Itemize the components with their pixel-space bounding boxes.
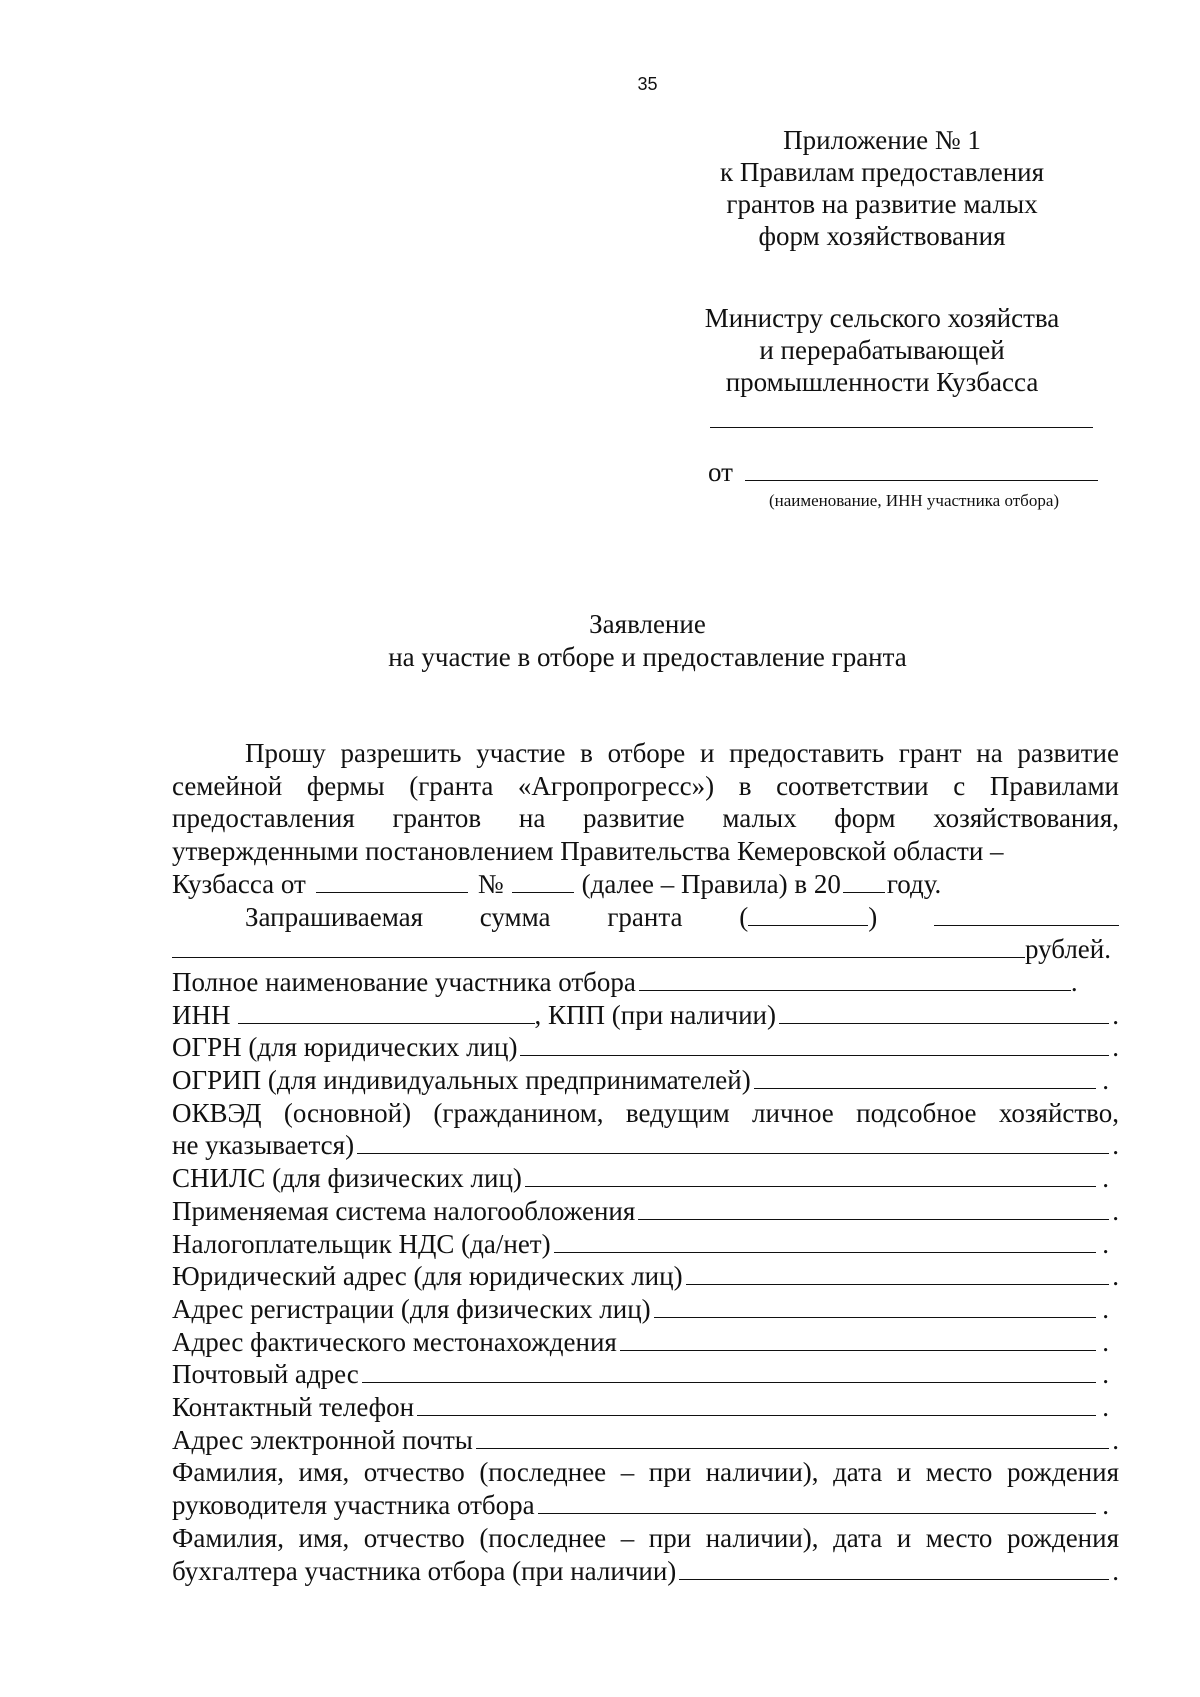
title-line: Заявление (589, 609, 706, 639)
ogrip-blank[interactable] (754, 1066, 1097, 1089)
field-vat-payer (172, 1228, 1119, 1261)
period: . (1112, 1424, 1119, 1455)
inn-blank[interactable] (238, 1001, 535, 1024)
sum-currency-row (172, 933, 1119, 966)
sum-row (172, 901, 1119, 934)
subtitle-line: на участие в отборе и предоставление гранта (388, 642, 907, 672)
period: . (1112, 1261, 1119, 1292)
field-head-label: Фамилия, имя, отчество (последнее – при наличии), дата и место рождения (172, 1457, 1119, 1488)
head-blank[interactable] (538, 1491, 1097, 1514)
currency-label: рублей. (1024, 934, 1111, 965)
close-paren: ) (868, 901, 878, 932)
email-blank[interactable] (476, 1426, 1109, 1449)
postal-address-blank[interactable] (362, 1360, 1096, 1383)
vat-payer-blank[interactable] (554, 1230, 1097, 1253)
appendix-reference (672, 124, 1092, 252)
sum-word: гранта (607, 901, 683, 932)
sum-word: сумма (479, 901, 551, 932)
decree-date-blank[interactable] (316, 870, 468, 893)
request-rules-label: (далее – Правила) в 20 (581, 868, 841, 899)
appendix-line: грантов на развитие малых (726, 189, 1038, 219)
field-snils (172, 1162, 1119, 1195)
field-label: ОГРН (для юридических лиц) (172, 1032, 518, 1063)
period: . (1112, 1130, 1119, 1161)
actual-address-blank[interactable] (620, 1328, 1096, 1351)
field-email (172, 1424, 1119, 1457)
field-label: Применяемая система налогообложения (172, 1195, 636, 1226)
field-label: ИНН (172, 999, 231, 1030)
field-inn-kpp (172, 999, 1119, 1032)
period: . (1102, 1490, 1109, 1521)
request-from-label: Кузбасса от (172, 868, 306, 899)
okved-blank[interactable] (357, 1131, 1109, 1154)
request-paragraph: Прошу разрешить участие в отборе и предоставить грант на развитие семейной фермы (гранта «Агропрогресс») в соответствии с Правилами предоставления грантов на развитие малых форм хозяйствования, утвержденными постановлением Правительства Кемеровской области – (172, 738, 1119, 867)
field-actual-address (172, 1326, 1119, 1359)
period: . (1112, 1555, 1119, 1586)
addressee-line: и перерабатывающей (759, 335, 1005, 365)
sum-digits-blank[interactable] (748, 903, 868, 926)
field-label: Адрес фактического местонахождения (172, 1326, 617, 1357)
field-label: ОГРИП (для индивидуальных предпринимателей) (172, 1065, 751, 1096)
field-label: Почтовый адрес (172, 1359, 359, 1390)
from-line (708, 456, 1098, 488)
field-label: руководителя участника отбора (172, 1490, 535, 1521)
period: . (1070, 966, 1078, 997)
field-label: Налогоплательщик НДС (да/нет) (172, 1228, 551, 1259)
field-accountant (172, 1555, 1119, 1588)
application-body (172, 737, 1119, 1587)
document-title (0, 608, 1200, 674)
snils-blank[interactable] (525, 1164, 1096, 1187)
field-tax-system (172, 1195, 1119, 1228)
sum-word: Запрашиваемая (245, 901, 423, 932)
field-label: Полное наименование участника отбора (172, 966, 636, 997)
phone-blank[interactable] (417, 1393, 1096, 1416)
field-head (172, 1489, 1119, 1522)
sum-words-continuation-blank[interactable] (172, 935, 1025, 958)
field-reg-address (172, 1293, 1119, 1326)
reg-address-blank[interactable] (654, 1295, 1097, 1318)
period: . (1102, 1392, 1109, 1423)
field-label: бухгалтера участника отбора (при наличии) (172, 1555, 677, 1586)
appendix-line: к Правилам предоставления (719, 157, 1045, 187)
addressee-line: Министру сельского хозяйства (704, 303, 1060, 333)
tax-system-blank[interactable] (638, 1197, 1109, 1220)
addressee-block (672, 302, 1092, 398)
decree-number-label: № (477, 868, 504, 899)
sum-digits-group (739, 901, 877, 934)
field-label: , КПП (при наличии) (534, 999, 776, 1030)
period: . (1112, 1032, 1119, 1063)
period: . (1112, 999, 1119, 1030)
field-label: Юридический адрес (для юридических лиц) (172, 1261, 683, 1292)
request-year-label: году. (886, 868, 942, 899)
sum-words-blank[interactable] (934, 903, 1119, 926)
field-legal-address (172, 1260, 1119, 1293)
addressee-name-blank[interactable] (710, 427, 1093, 428)
appendix-line: Приложение № 1 (783, 125, 981, 155)
from-hint: (наименование, ИНН участника отбора) (768, 491, 1060, 510)
full-name-blank[interactable] (639, 968, 1071, 991)
appendix-line: форм хозяйствования (758, 221, 1006, 251)
kpp-blank[interactable] (779, 1001, 1109, 1024)
field-accountant-label: Фамилия, имя, отчество (последнее – при наличии), дата и место рождения (172, 1522, 1119, 1553)
field-okved-label: ОКВЭД (основной) (гражданином, ведущим личное подсобное хозяйство, (172, 1097, 1119, 1128)
field-phone (172, 1391, 1119, 1424)
period: . (1102, 1326, 1109, 1357)
field-full-name (172, 966, 1119, 999)
ogrn-blank[interactable] (520, 1033, 1109, 1056)
request-last-line (172, 868, 1119, 901)
from-blank[interactable] (745, 458, 1098, 481)
field-label: не указывается) (172, 1130, 355, 1161)
period: . (1102, 1228, 1109, 1259)
field-ogrn (172, 1031, 1119, 1064)
addressee-line: промышленности Кузбасса (725, 367, 1039, 397)
field-label: СНИЛС (для физических лиц) (172, 1163, 522, 1194)
field-ogrip (172, 1064, 1119, 1097)
accountant-blank[interactable] (679, 1557, 1109, 1580)
field-label: Адрес электронной почты (172, 1424, 473, 1455)
legal-address-blank[interactable] (686, 1262, 1110, 1285)
field-postal-address (172, 1358, 1119, 1391)
period: . (1102, 1359, 1109, 1390)
page-number: 35 (637, 74, 658, 94)
period: . (1112, 1195, 1119, 1226)
period: . (1102, 1293, 1109, 1324)
open-paren: ( (739, 901, 749, 932)
decree-number-blank[interactable] (512, 870, 574, 893)
field-okved (172, 1129, 1119, 1162)
year-blank[interactable] (843, 870, 885, 893)
field-label: Адрес регистрации (для физических лиц) (172, 1293, 651, 1324)
field-label: Контактный телефон (172, 1392, 415, 1423)
from-label: от (708, 457, 733, 487)
period: . (1102, 1065, 1109, 1096)
period: . (1102, 1163, 1109, 1194)
